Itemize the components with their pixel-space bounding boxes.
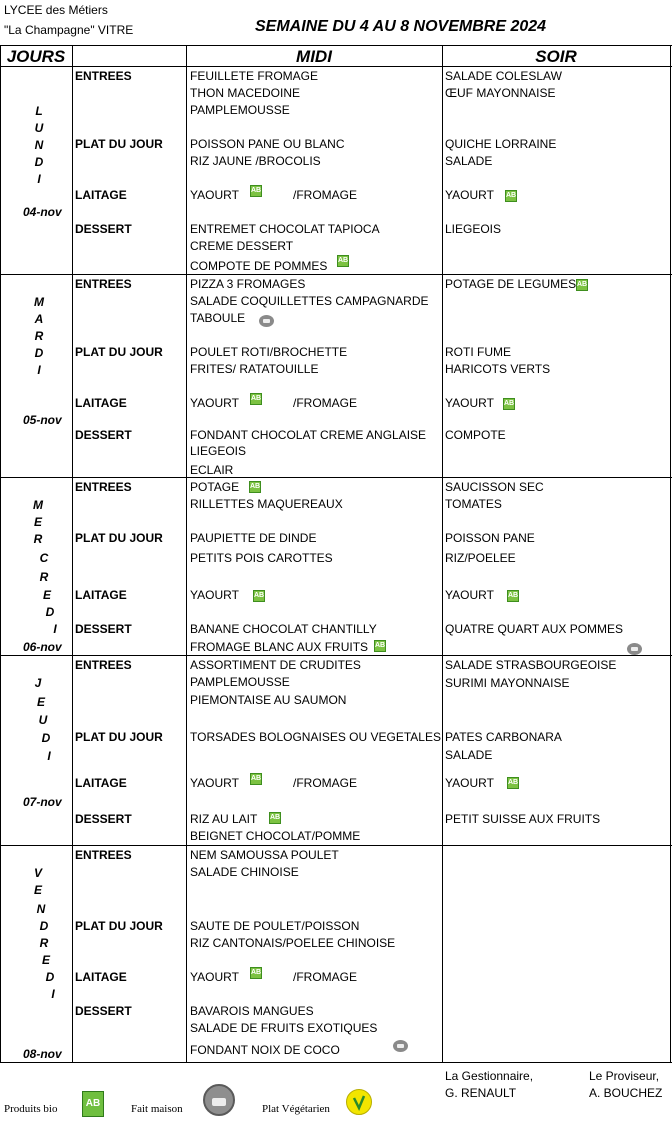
menu-item: LIEGEOIS bbox=[190, 444, 247, 458]
menu-item: SALADE DE FRUITS EXOTIQUES bbox=[190, 1021, 378, 1035]
menu-item: RIZ JAUNE /BROCOLIS bbox=[190, 154, 321, 168]
category-laitage: LAITAGE bbox=[75, 396, 127, 410]
menu-item: NEM SAMOUSSA POULET bbox=[190, 848, 339, 862]
category-dessert: DESSERT bbox=[75, 622, 132, 636]
category-laitage: LAITAGE bbox=[75, 588, 127, 602]
menu-item: PETITS POIS CAROTTES bbox=[190, 551, 333, 565]
menu-item: POTAGE DE LEGUMES bbox=[445, 277, 577, 291]
day-letter: D bbox=[34, 155, 44, 169]
category-dessert: DESSERT bbox=[75, 1004, 132, 1018]
category-dessert: DESSERT bbox=[75, 812, 132, 826]
day-date: 05-nov bbox=[23, 413, 62, 427]
menu-item: SALADE COQUILLETTES CAMPAGNARDE bbox=[190, 294, 429, 308]
fait-maison-logo-icon bbox=[203, 1084, 235, 1116]
day-letter: R bbox=[39, 570, 49, 584]
day-letter: E bbox=[42, 588, 51, 602]
menu-item: SAUTE DE POULET/POISSON bbox=[190, 919, 360, 933]
category-entrees: ENTREES bbox=[75, 658, 132, 672]
menu-item: FONDANT CHOCOLAT CREME ANGLAISE bbox=[190, 428, 427, 442]
gestionnaire-title: La Gestionnaire, bbox=[445, 1069, 534, 1083]
menu-item: BANANE CHOCOLAT CHANTILLY bbox=[190, 622, 377, 636]
day-letter: M bbox=[34, 295, 44, 309]
menu-item: QUICHE LORRAINE bbox=[445, 137, 557, 151]
menu-item: QUATRE QUART AUX POMMES bbox=[445, 622, 624, 636]
menu-item: ECLAIR bbox=[190, 463, 234, 477]
menu-item: SAUCISSON SEC bbox=[445, 480, 544, 494]
menu-item: /FROMAGE bbox=[293, 396, 358, 410]
bio-icon: AB bbox=[253, 590, 265, 602]
day-letter: I bbox=[51, 987, 55, 1001]
menu-item: RIZ AU LAIT bbox=[190, 812, 258, 826]
day-letter: U bbox=[34, 121, 44, 135]
menu-item: PIEMONTAISE AU SAUMON bbox=[190, 693, 347, 707]
bio-icon: AB bbox=[507, 590, 519, 602]
menu-item: HARICOTS VERTS bbox=[445, 362, 551, 376]
menu-item: LIEGEOIS bbox=[445, 222, 502, 236]
day-date: 08-nov bbox=[23, 1047, 62, 1061]
menu-item: POISSON PANE OU BLANC bbox=[190, 137, 345, 151]
bio-icon: AB bbox=[250, 967, 262, 979]
gestionnaire-name: G. RENAULT bbox=[445, 1086, 517, 1100]
day-letter: I bbox=[53, 622, 57, 636]
day-letter: R bbox=[39, 936, 49, 950]
menu-item: PETIT SUISSE AUX FRUITS bbox=[445, 812, 601, 826]
menu-item: ASSORTIMENT DE CRUDITES bbox=[190, 658, 361, 672]
menu-item: TORSADES BOLOGNAISES OU VEGETALES bbox=[190, 730, 441, 744]
legend-vege-label: Plat Végétarien bbox=[262, 1103, 330, 1115]
day-letter: D bbox=[41, 731, 51, 745]
category-plat: PLAT DU JOUR bbox=[75, 137, 163, 151]
menu-item: FROMAGE BLANC AUX FRUITS bbox=[190, 640, 369, 654]
menu-item: PIZZA 3 FROMAGES bbox=[190, 277, 306, 291]
day-letter: L bbox=[35, 104, 43, 118]
menu-item: SALADE bbox=[445, 154, 493, 168]
day-letter: N bbox=[34, 138, 44, 152]
menu-item: PAUPIETTE DE DINDE bbox=[190, 531, 317, 545]
category-dessert: DESSERT bbox=[75, 428, 132, 442]
menu-item: FEUILLETE FROMAGE bbox=[190, 69, 319, 83]
bio-icon: AB bbox=[250, 773, 262, 785]
day-letter: D bbox=[45, 605, 55, 619]
bio-icon: AB bbox=[503, 398, 515, 410]
proviseur-title: Le Proviseur, bbox=[589, 1069, 660, 1083]
day-date: 07-nov bbox=[23, 795, 62, 809]
menu-item: BAVAROIS MANGUES bbox=[190, 1004, 314, 1018]
school-subtitle: "La Champagne" VITRE bbox=[4, 23, 134, 37]
menu-item: CREME DESSERT bbox=[190, 239, 294, 253]
category-entrees: ENTREES bbox=[75, 848, 132, 862]
day-letter: R bbox=[33, 532, 43, 546]
proviseur-name: A. BOUCHEZ bbox=[589, 1086, 663, 1100]
category-dessert: DESSERT bbox=[75, 222, 132, 236]
day-letter: E bbox=[33, 515, 42, 529]
day-letter: E bbox=[41, 953, 50, 967]
fait-maison-icon bbox=[393, 1040, 408, 1052]
day-letter: D bbox=[34, 346, 44, 360]
day-letter: N bbox=[36, 902, 46, 916]
fait-maison-icon bbox=[627, 643, 642, 655]
menu-item: THON MACEDOINE bbox=[190, 86, 301, 100]
category-laitage: LAITAGE bbox=[75, 188, 127, 202]
bio-icon: AB bbox=[507, 777, 519, 789]
legend-bio-label: Produits bio bbox=[4, 1103, 58, 1115]
menu-item: /FROMAGE bbox=[293, 970, 358, 984]
vegetarian-logo-icon bbox=[346, 1089, 372, 1115]
bio-icon: AB bbox=[269, 812, 281, 824]
menu-item: SALADE CHINOISE bbox=[190, 865, 299, 879]
menu-item: FONDANT NOIX DE COCO bbox=[190, 1043, 340, 1057]
legend-fait-maison-label: Fait maison bbox=[131, 1103, 183, 1115]
menu-item: BEIGNET CHOCOLAT/POMME bbox=[190, 829, 361, 843]
menu-item: TABOULE bbox=[190, 311, 246, 325]
day-date: 06-nov bbox=[23, 640, 62, 654]
menu-item: YAOURT bbox=[445, 396, 494, 410]
menu-item: SALADE bbox=[445, 748, 493, 762]
day-letter: J bbox=[34, 676, 42, 690]
menu-item: COMPOTE DE POMMES bbox=[190, 259, 328, 273]
col-header-midi: MIDI bbox=[296, 47, 332, 66]
week-title: SEMAINE DU 4 AU 8 NOVEMBRE 2024 bbox=[255, 18, 547, 35]
fait-maison-icon bbox=[259, 315, 274, 327]
bio-icon: AB bbox=[505, 190, 517, 202]
category-plat: PLAT DU JOUR bbox=[75, 730, 163, 744]
day-letter: R bbox=[34, 329, 44, 343]
menu-item: SALADE STRASBOURGEOISE bbox=[445, 658, 617, 672]
school-name: LYCEE des Métiers bbox=[4, 3, 108, 17]
menu-item: COMPOTE bbox=[445, 428, 506, 442]
day-letter: E bbox=[33, 883, 42, 897]
day-letter: I bbox=[37, 172, 41, 186]
menu-item: SURIMI MAYONNAISE bbox=[445, 676, 570, 690]
menu-item: RILLETTES MAQUEREAUX bbox=[190, 497, 343, 511]
menu-item: ROTI FUME bbox=[445, 345, 511, 359]
menu-item: YAOURT bbox=[190, 776, 239, 790]
menu-item: YAOURT bbox=[445, 588, 494, 602]
bio-icon: AB bbox=[337, 255, 349, 267]
category-entrees: ENTREES bbox=[75, 277, 132, 291]
menu-item: TOMATES bbox=[445, 497, 502, 511]
day-letter: D bbox=[45, 970, 55, 984]
day-letter: C bbox=[39, 551, 49, 565]
menu-item: YAOURT bbox=[190, 188, 239, 202]
menu-item: SALADE COLESLAW bbox=[445, 69, 562, 83]
menu-item: POISSON PANE bbox=[445, 531, 535, 545]
category-entrees: ENTREES bbox=[75, 69, 132, 83]
bio-icon: AB bbox=[249, 481, 261, 493]
menu-item: YAOURT bbox=[190, 970, 239, 984]
day-letter: M bbox=[33, 498, 43, 512]
menu-item: /FROMAGE bbox=[293, 188, 358, 202]
bio-icon: AB bbox=[576, 279, 588, 291]
day-letter: I bbox=[47, 749, 51, 763]
bio-icon: AB bbox=[250, 393, 262, 405]
day-letter: I bbox=[37, 363, 41, 377]
menu-item: RIZ/POELEE bbox=[445, 551, 516, 565]
menu-item: POTAGE bbox=[190, 480, 240, 494]
day-letter: E bbox=[36, 695, 45, 709]
menu-item: /FROMAGE bbox=[293, 776, 358, 790]
category-plat: PLAT DU JOUR bbox=[75, 531, 163, 545]
menu-item: PAMPLEMOUSSE bbox=[190, 675, 290, 689]
bio-icon: AB bbox=[250, 185, 262, 197]
menu-item: YAOURT bbox=[190, 396, 239, 410]
menu-item: ŒUF MAYONNAISE bbox=[445, 86, 556, 100]
category-laitage: LAITAGE bbox=[75, 970, 127, 984]
day-letter: V bbox=[33, 866, 42, 880]
category-entrees: ENTREES bbox=[75, 480, 132, 494]
menu-item: YAOURT bbox=[445, 188, 494, 202]
menu-item: ENTREMET CHOCOLAT TAPIOCA bbox=[190, 222, 380, 236]
menu-item: YAOURT bbox=[445, 776, 494, 790]
menu-item: FRITES/ RATATOUILLE bbox=[190, 362, 319, 376]
menu-item: YAOURT bbox=[190, 588, 239, 602]
day-date: 04-nov bbox=[23, 205, 62, 219]
menu-item: PAMPLEMOUSSE bbox=[190, 103, 290, 117]
category-plat: PLAT DU JOUR bbox=[75, 345, 163, 359]
menu-item: POULET ROTI/BROCHETTE bbox=[190, 345, 348, 359]
day-letter: U bbox=[38, 713, 48, 727]
day-letter: D bbox=[39, 919, 49, 933]
category-plat: PLAT DU JOUR bbox=[75, 919, 163, 933]
col-header-soir: SOIR bbox=[535, 47, 577, 66]
category-laitage: LAITAGE bbox=[75, 776, 127, 790]
bio-icon: AB bbox=[374, 640, 386, 652]
col-header-jours: JOURS bbox=[6, 47, 66, 66]
menu-item: PATES CARBONARA bbox=[445, 730, 562, 744]
day-letter: A bbox=[34, 312, 44, 326]
menu-item: RIZ CANTONAIS/POELEE CHINOISE bbox=[190, 936, 396, 950]
bio-logo-icon: AB bbox=[82, 1091, 104, 1117]
